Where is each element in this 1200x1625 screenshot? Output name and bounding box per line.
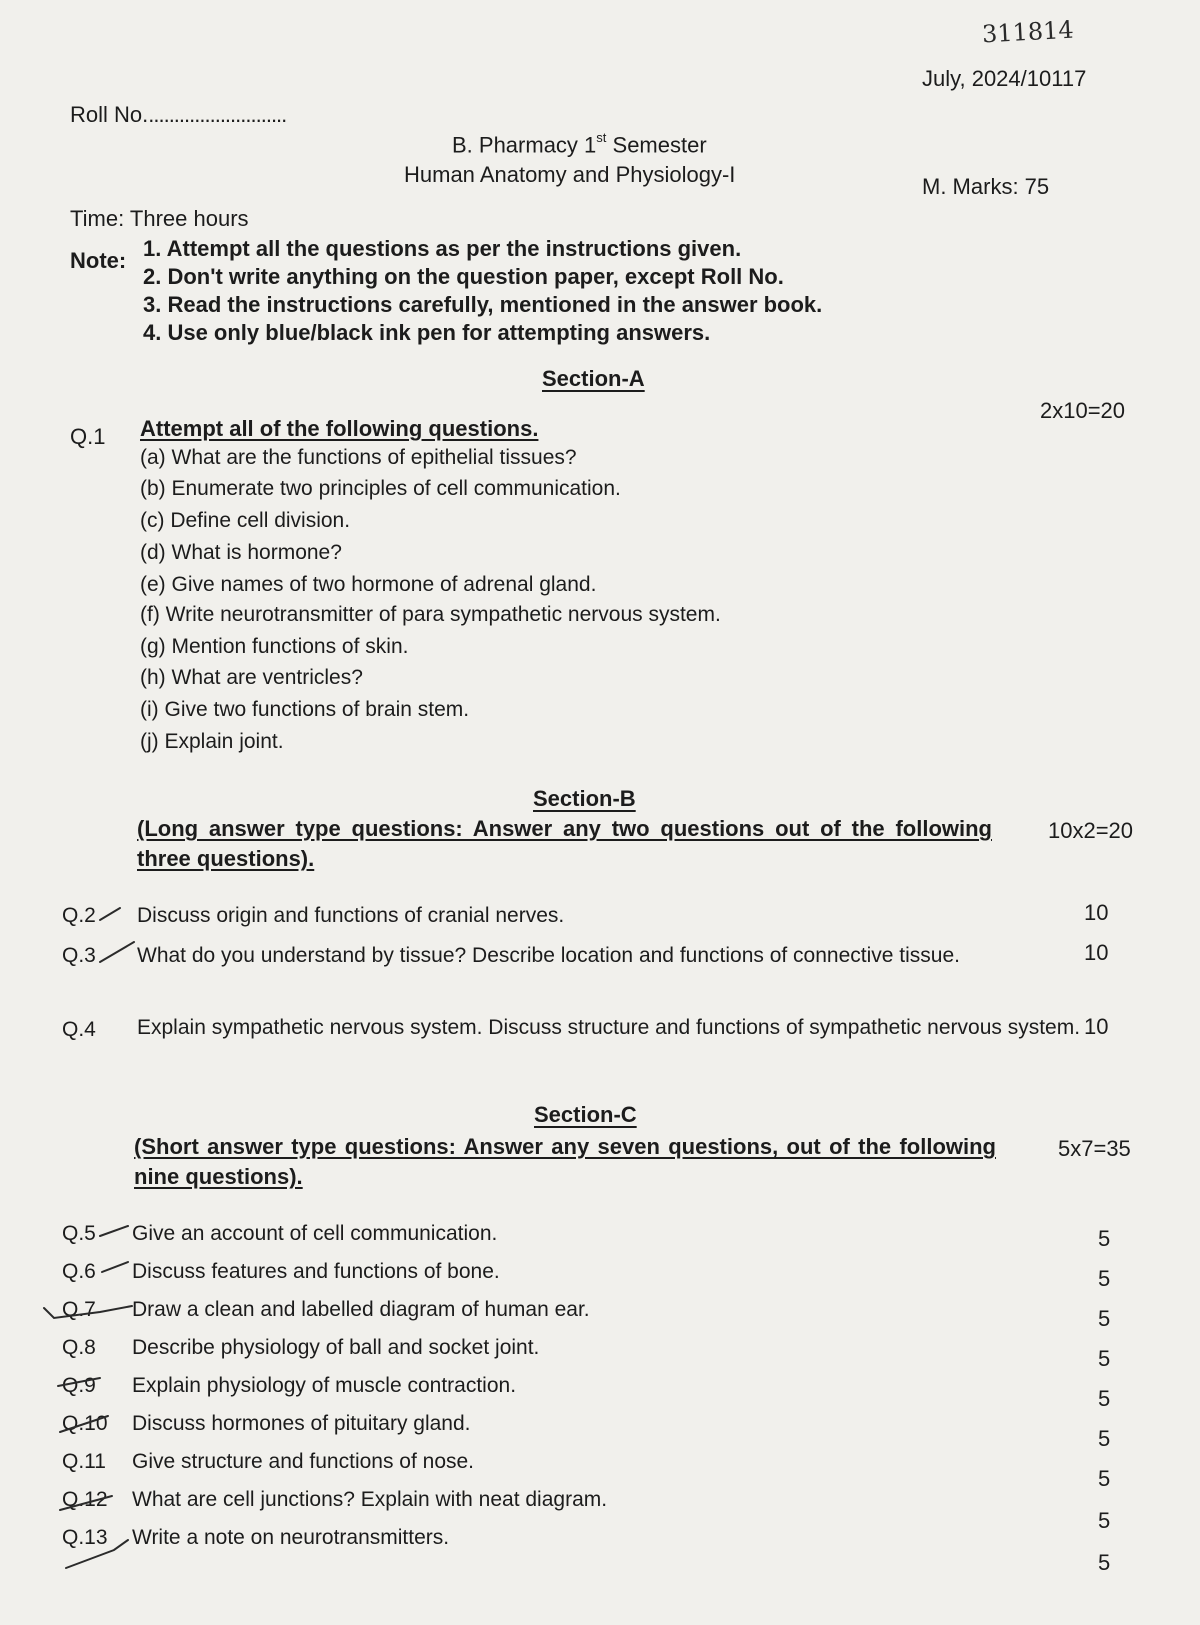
note-4: 4. Use only blue/black ink pen for attempting answers. bbox=[143, 320, 711, 345]
q13-marks: 5 bbox=[1098, 1550, 1111, 1575]
q1-item-i: (i) Give two functions of brain stem. bbox=[140, 698, 470, 721]
q6-marks: 5 bbox=[1098, 1266, 1111, 1291]
q7-text: Draw a clean and labelled diagram of human ear. bbox=[132, 1298, 590, 1321]
q1-item-d: (d) What is hormone? bbox=[140, 541, 342, 564]
subject-title: Human Anatomy and Physiology-I bbox=[404, 162, 736, 187]
tick-mark-q9 bbox=[58, 1378, 100, 1386]
q5-label: Q.5 bbox=[62, 1222, 96, 1245]
q4-marks: 10 bbox=[1084, 1014, 1109, 1039]
q5-text: Give an account of cell communication. bbox=[132, 1222, 498, 1245]
q12-label: Q.12 bbox=[62, 1488, 108, 1511]
q4-label: Q.4 bbox=[62, 1018, 96, 1041]
q11-label: Q.11 bbox=[62, 1450, 106, 1473]
q3-label: Q.3 bbox=[62, 944, 96, 967]
q10-label: Q.10 bbox=[62, 1412, 108, 1435]
exam-code: July, 2024/10117 bbox=[922, 66, 1087, 91]
course-suffix: Semester bbox=[606, 132, 707, 158]
section-c-title: Section-C bbox=[534, 1102, 637, 1127]
time-allowed: Time: Three hours bbox=[70, 206, 249, 231]
q1-item-j: (j) Explain joint. bbox=[140, 730, 284, 753]
note-2: 2. Don't write anything on the question paper, except Roll No. bbox=[143, 264, 784, 289]
q6-label: Q.6 bbox=[62, 1260, 96, 1283]
q11-text: Give structure and functions of nose. bbox=[132, 1450, 475, 1473]
q9-marks: 5 bbox=[1098, 1386, 1111, 1411]
section-c-marks: 5x7=35 bbox=[1058, 1136, 1131, 1161]
q8-label: Q.8 bbox=[62, 1336, 96, 1359]
max-marks: M. Marks: 75 bbox=[922, 174, 1050, 199]
roll-no-dots: ........................... bbox=[148, 102, 287, 127]
q1-label: Q.1 bbox=[70, 424, 106, 449]
section-a-title: Section-A bbox=[542, 366, 645, 391]
section-b-instruction: (Long answer type questions: Answer any two questions out of the following three questions). bbox=[137, 816, 992, 871]
tick-mark-q7 bbox=[44, 1306, 132, 1318]
q8-marks: 5 bbox=[1098, 1346, 1111, 1371]
q8-text: Describe physiology of ball and socket joint. bbox=[132, 1336, 540, 1359]
q9-text: Explain physiology of muscle contraction. bbox=[132, 1374, 517, 1397]
q7-marks: 5 bbox=[1098, 1306, 1111, 1331]
note-1: 1. Attempt all the questions as per the instructions given. bbox=[143, 236, 742, 261]
q10-marks: 5 bbox=[1098, 1426, 1111, 1451]
q1-item-h: (h) What are ventricles? bbox=[140, 666, 363, 689]
course-name: B. Pharmacy 1 bbox=[452, 132, 597, 158]
q2-text: Discuss origin and functions of cranial nerves. bbox=[137, 904, 565, 927]
q7-label: Q.7 bbox=[62, 1298, 96, 1321]
section-a-marks: 2x10=20 bbox=[1040, 398, 1126, 423]
roll-no-label: Roll No. bbox=[70, 102, 149, 127]
section-a-instruction: Attempt all of the following questions. bbox=[140, 416, 539, 441]
q3-marks: 10 bbox=[1084, 940, 1109, 965]
course-sup: st bbox=[596, 130, 607, 145]
q2-marks: 10 bbox=[1084, 900, 1109, 925]
q4-text: Explain sympathetic nervous system. Discuss structure and functions of sympathetic nervous system. bbox=[137, 1016, 1081, 1039]
q2-label: Q.2 bbox=[62, 904, 96, 927]
tick-mark-q2 bbox=[100, 908, 120, 920]
tick-mark-q10 bbox=[60, 1416, 108, 1432]
q12-marks: 5 bbox=[1098, 1508, 1111, 1533]
section-c-instruction: (Short answer type questions: Answer any seven questions, out of the following nine questions). bbox=[134, 1134, 996, 1189]
section-b-marks: 10x2=20 bbox=[1048, 818, 1134, 843]
note-3: 3. Read the instructions carefully, mentioned in the answer book. bbox=[143, 292, 823, 317]
q5-marks: 5 bbox=[1098, 1226, 1111, 1251]
tick-mark-q13 bbox=[66, 1540, 128, 1568]
q12-text: What are cell junctions? Explain with neat diagram. bbox=[132, 1488, 608, 1511]
q10-text: Discuss hormones of pituitary gland. bbox=[132, 1412, 471, 1435]
tick-mark-q12 bbox=[60, 1496, 112, 1510]
q9-label: Q.9 bbox=[62, 1374, 96, 1397]
section-b-title: Section-B bbox=[533, 786, 636, 811]
q1-item-b: (b) Enumerate two principles of cell communication. bbox=[140, 477, 621, 500]
q1-item-c: (c) Define cell division. bbox=[140, 509, 351, 532]
tick-mark-q3 bbox=[100, 942, 134, 962]
q1-item-e: (e) Give names of two hormone of adrenal gland. bbox=[140, 573, 597, 596]
note-label: Note: bbox=[70, 248, 127, 273]
q13-label: Q.13 bbox=[62, 1526, 108, 1549]
handwritten-code: 311814 bbox=[981, 15, 1075, 49]
tick-mark-q5 bbox=[100, 1226, 128, 1236]
q1-item-a: (a) What are the functions of epithelial tissues? bbox=[140, 446, 577, 469]
q6-text: Discuss features and functions of bone. bbox=[132, 1260, 500, 1283]
q3-text: What do you understand by tissue? Describe location and functions of connective tissue. bbox=[137, 944, 960, 967]
tick-mark-q6 bbox=[102, 1262, 128, 1272]
q1-item-g: (g) Mention functions of skin. bbox=[140, 635, 409, 658]
q11-marks: 5 bbox=[1098, 1466, 1111, 1491]
q1-item-f: (f) Write neurotransmitter of para sympathetic nervous system. bbox=[140, 603, 721, 626]
q13-text: Write a note on neurotransmitters. bbox=[132, 1526, 450, 1549]
